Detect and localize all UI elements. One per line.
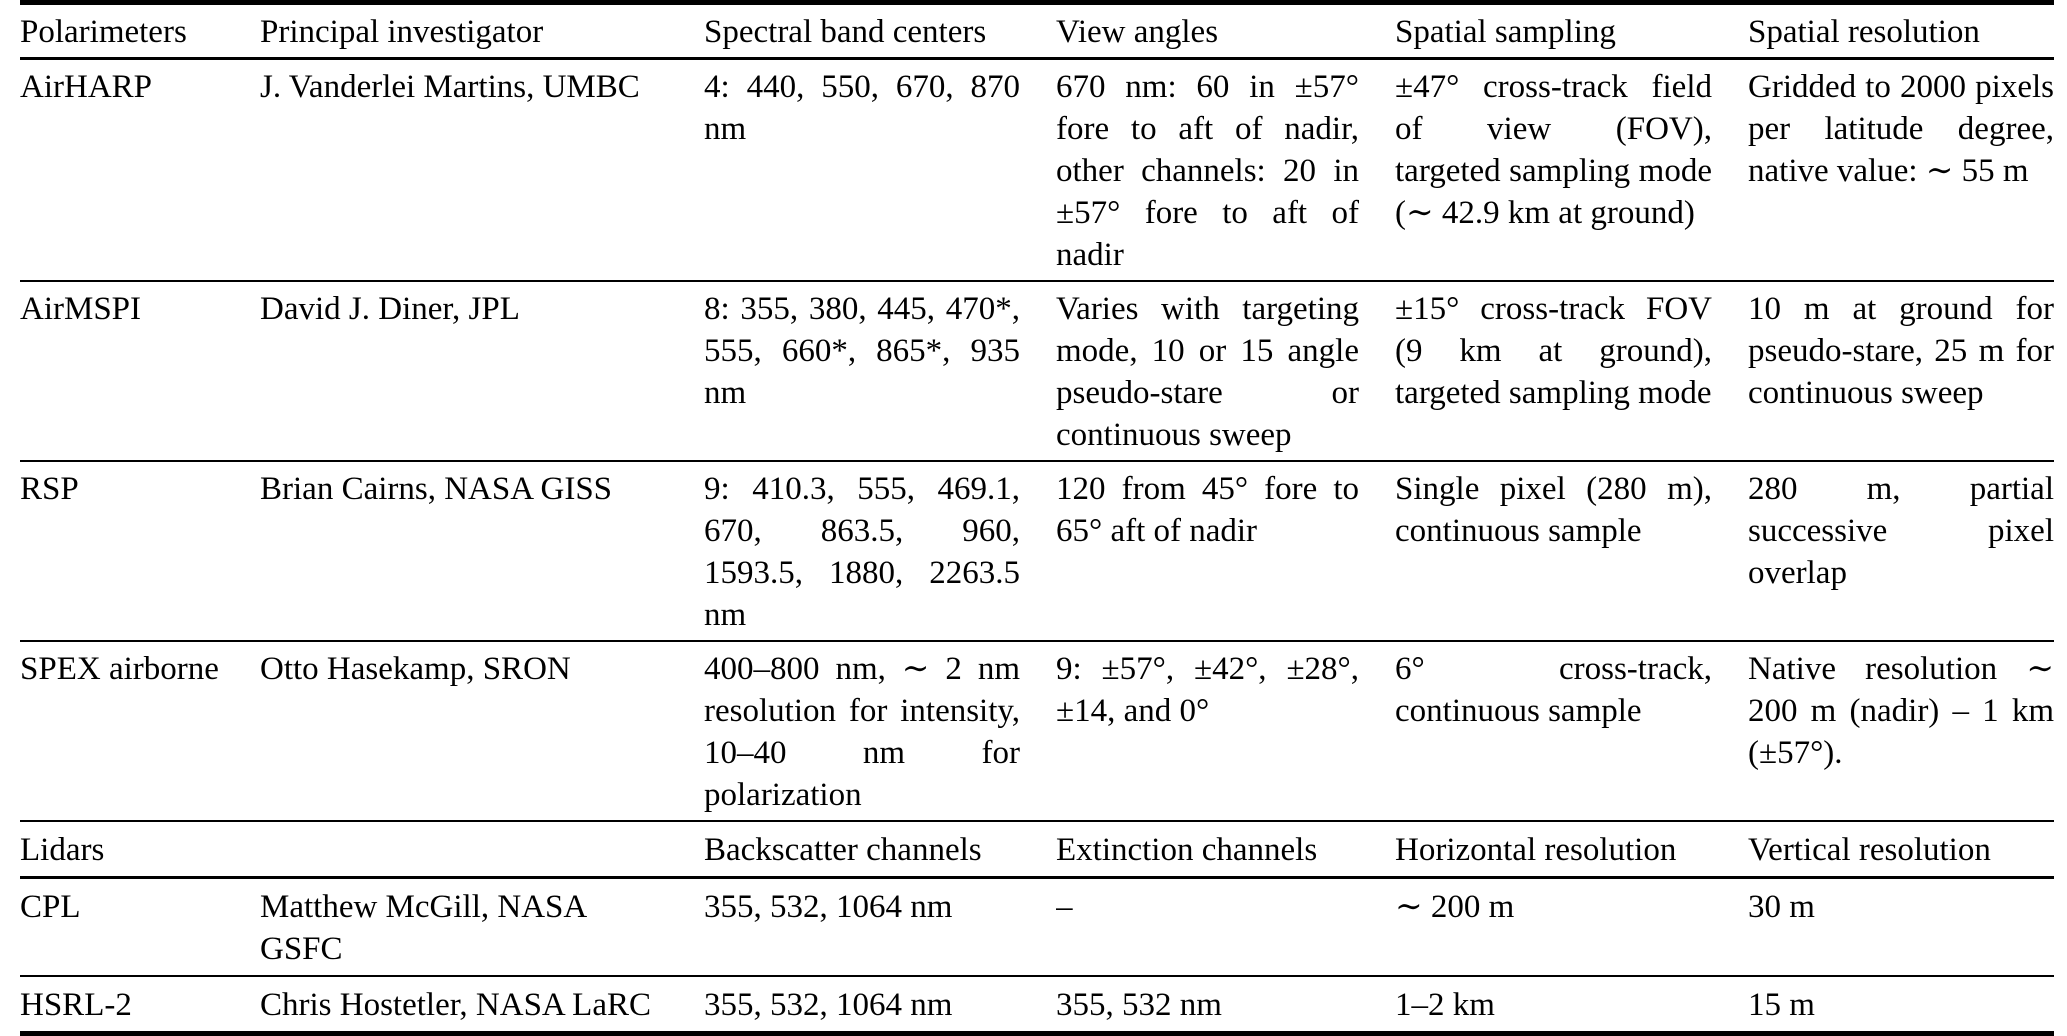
airharp-name: AirHARP	[20, 69, 153, 105]
spex-name: SPEX airborne	[20, 651, 219, 687]
hsrl2-horizontal-resolution: 1–2 km	[1395, 987, 1495, 1023]
col-header-backscatter-channels: Backscatter channels	[704, 832, 982, 868]
col-header-spatial-resolution: Spatial resolution	[1748, 14, 1980, 50]
col-header-principal-investigator: Principal investigator	[260, 14, 544, 50]
airmspi-spatial-sampling: ±15° cross-track FOV (9 km at ground), targeted sampling mode	[1395, 291, 1712, 411]
cpl-vertical-resolution: 30 m	[1748, 889, 1815, 925]
airmspi-spectral-band-centers: 8: 355, 380, 445, 470*, 555, 660*, 865*, 935 nm	[704, 291, 1020, 411]
airharp-spatial-sampling: ±47° cross-track field of view (FOV), targeted sampling mode (∼ 42.9 km at ground)	[1395, 69, 1712, 231]
spex-spectral-band-centers: 400–800 nm, ∼ 2 nm resolution for intensity, 10–40 nm for polarization	[704, 651, 1020, 813]
airmspi-spatial-resolution: 10 m at ground for pseudo-stare, 25 m for continuous sweep	[1748, 291, 2054, 411]
spex-view-angles: 9: ±57°, ±42°, ±28°, ±14, and 0°	[1056, 651, 1359, 729]
airharp-view-angles: 670 nm: 60 in ±57° fore to aft of nadir, other channels: 20 in ±57° fore to aft of nadir	[1056, 69, 1359, 273]
hsrl2-extinction-channels: 355, 532 nm	[1056, 987, 1222, 1023]
col-header-extinction-channels: Extinction channels	[1056, 832, 1318, 868]
col-header-polarimeters: Polarimeters	[20, 14, 187, 50]
airmspi-name: AirMSPI	[20, 291, 142, 327]
col-header-spectral-band-centers: Spectral band centers	[704, 14, 987, 50]
hsrl2-name: HSRL-2	[20, 987, 132, 1023]
row-rsp	[20, 461, 2054, 641]
col-header-view-angles: View angles	[1056, 14, 1219, 50]
cpl-horizontal-resolution: ∼ 200 m	[1395, 889, 1515, 925]
spex-spatial-resolution: Native resolution ∼ 200 m (nadir) – 1 km (±57°).	[1748, 651, 2054, 771]
cpl-name: CPL	[20, 889, 81, 925]
airharp-principal-investigator: J. Vanderlei Martins, UMBC	[260, 69, 640, 105]
rsp-view-angles: 120 from 45° fore to 65° aft of nadir	[1056, 471, 1359, 549]
spex-principal-investigator: Otto Hasekamp, SRON	[260, 651, 571, 687]
row-airharp	[20, 59, 2054, 282]
row-cpl	[20, 878, 2054, 977]
airharp-spectral-band-centers: 4: 440, 550, 670, 870 nm	[704, 69, 1020, 147]
spex-spatial-sampling: 6° cross-track, continuous sample	[1395, 651, 1712, 729]
col-header-vertical-resolution: Vertical resolution	[1748, 832, 1991, 868]
rsp-spatial-sampling: Single pixel (280 m), continuous sample	[1395, 471, 1712, 549]
row-airmspi	[20, 281, 2054, 461]
airmspi-principal-investigator: David J. Diner, JPL	[260, 291, 520, 327]
col-header-empty	[260, 821, 704, 878]
lidar-header-row	[20, 821, 2054, 878]
polarimeter-header-row	[20, 3, 2054, 59]
cpl-extinction-channels: –	[1056, 889, 1073, 925]
airharp-spatial-resolution: Gridded to 2000 pixels per latitude degree, native value: ∼ 55 m	[1748, 69, 2054, 189]
hsrl2-principal-investigator: Chris Hostetler, NASA LaRC	[260, 987, 652, 1023]
hsrl2-backscatter-channels: 355, 532, 1064 nm	[704, 987, 953, 1023]
cpl-principal-investigator: Matthew McGill, NASA GSFC	[260, 889, 586, 967]
row-spex-airborne	[20, 641, 2054, 821]
airmspi-view-angles: Varies with targeting mode, 10 or 15 angle pseudo-stare or continuous sweep	[1056, 291, 1359, 453]
col-header-horizontal-resolution: Horizontal resolution	[1395, 832, 1677, 868]
row-hsrl2	[20, 976, 2054, 1034]
hsrl2-vertical-resolution: 15 m	[1748, 987, 1815, 1023]
rsp-principal-investigator: Brian Cairns, NASA GISS	[260, 471, 613, 507]
cpl-backscatter-channels: 355, 532, 1064 nm	[704, 889, 953, 925]
rsp-spatial-resolution: 280 m, partial successive pixel overlap	[1748, 471, 2054, 591]
instrument-comparison-table	[20, 0, 2054, 1036]
rsp-spectral-band-centers: 9: 410.3, 555, 469.1, 670, 863.5, 960, 1593.5, 1880, 2263.5 nm	[704, 471, 1020, 633]
rsp-name: RSP	[20, 471, 79, 507]
col-header-spatial-sampling: Spatial sampling	[1395, 14, 1616, 50]
col-header-lidars: Lidars	[20, 832, 105, 868]
